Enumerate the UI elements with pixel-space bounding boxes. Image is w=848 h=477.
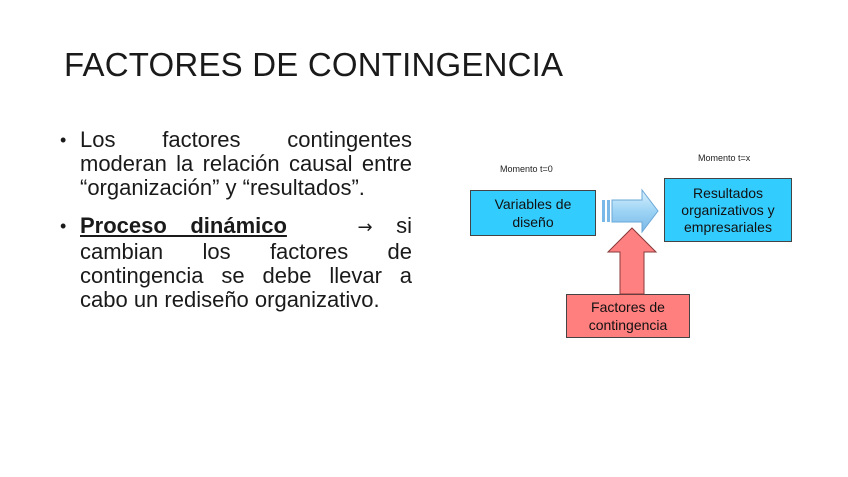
- contingency-diagram: [464, 148, 804, 348]
- bullet-item: [60, 214, 412, 312]
- bullet-emphasis: Proceso dinámico: [80, 213, 287, 238]
- slide-title: FACTORES DE CONTINGENCIA: [64, 46, 564, 83]
- right-arrow-icon: →: [357, 217, 373, 238]
- bullet-text: Los factores contingentes moderan la relación causal entre “organización” y “resultados”.: [80, 127, 412, 200]
- results-box: Resultados organizativos y empresariales: [664, 178, 792, 242]
- moment-start-label: Momento t=0: [500, 164, 553, 174]
- moment-end-label: Momento t=x: [698, 153, 751, 163]
- bullet-continuation: si cambian los factores de contingencia se debe llevar a cabo un rediseño organizativo.: [80, 213, 413, 312]
- up-arrow-icon: [606, 228, 658, 294]
- contingency-factors-box: Factores de contingencia: [566, 294, 690, 338]
- design-variables-box: Variables de diseño: [470, 190, 596, 236]
- bullet-dot-icon: •: [60, 216, 67, 236]
- bullet-item: [60, 128, 412, 200]
- bullet-list: [60, 128, 412, 312]
- bullet-dot-icon: •: [60, 130, 67, 150]
- bullet-text: [80, 214, 412, 312]
